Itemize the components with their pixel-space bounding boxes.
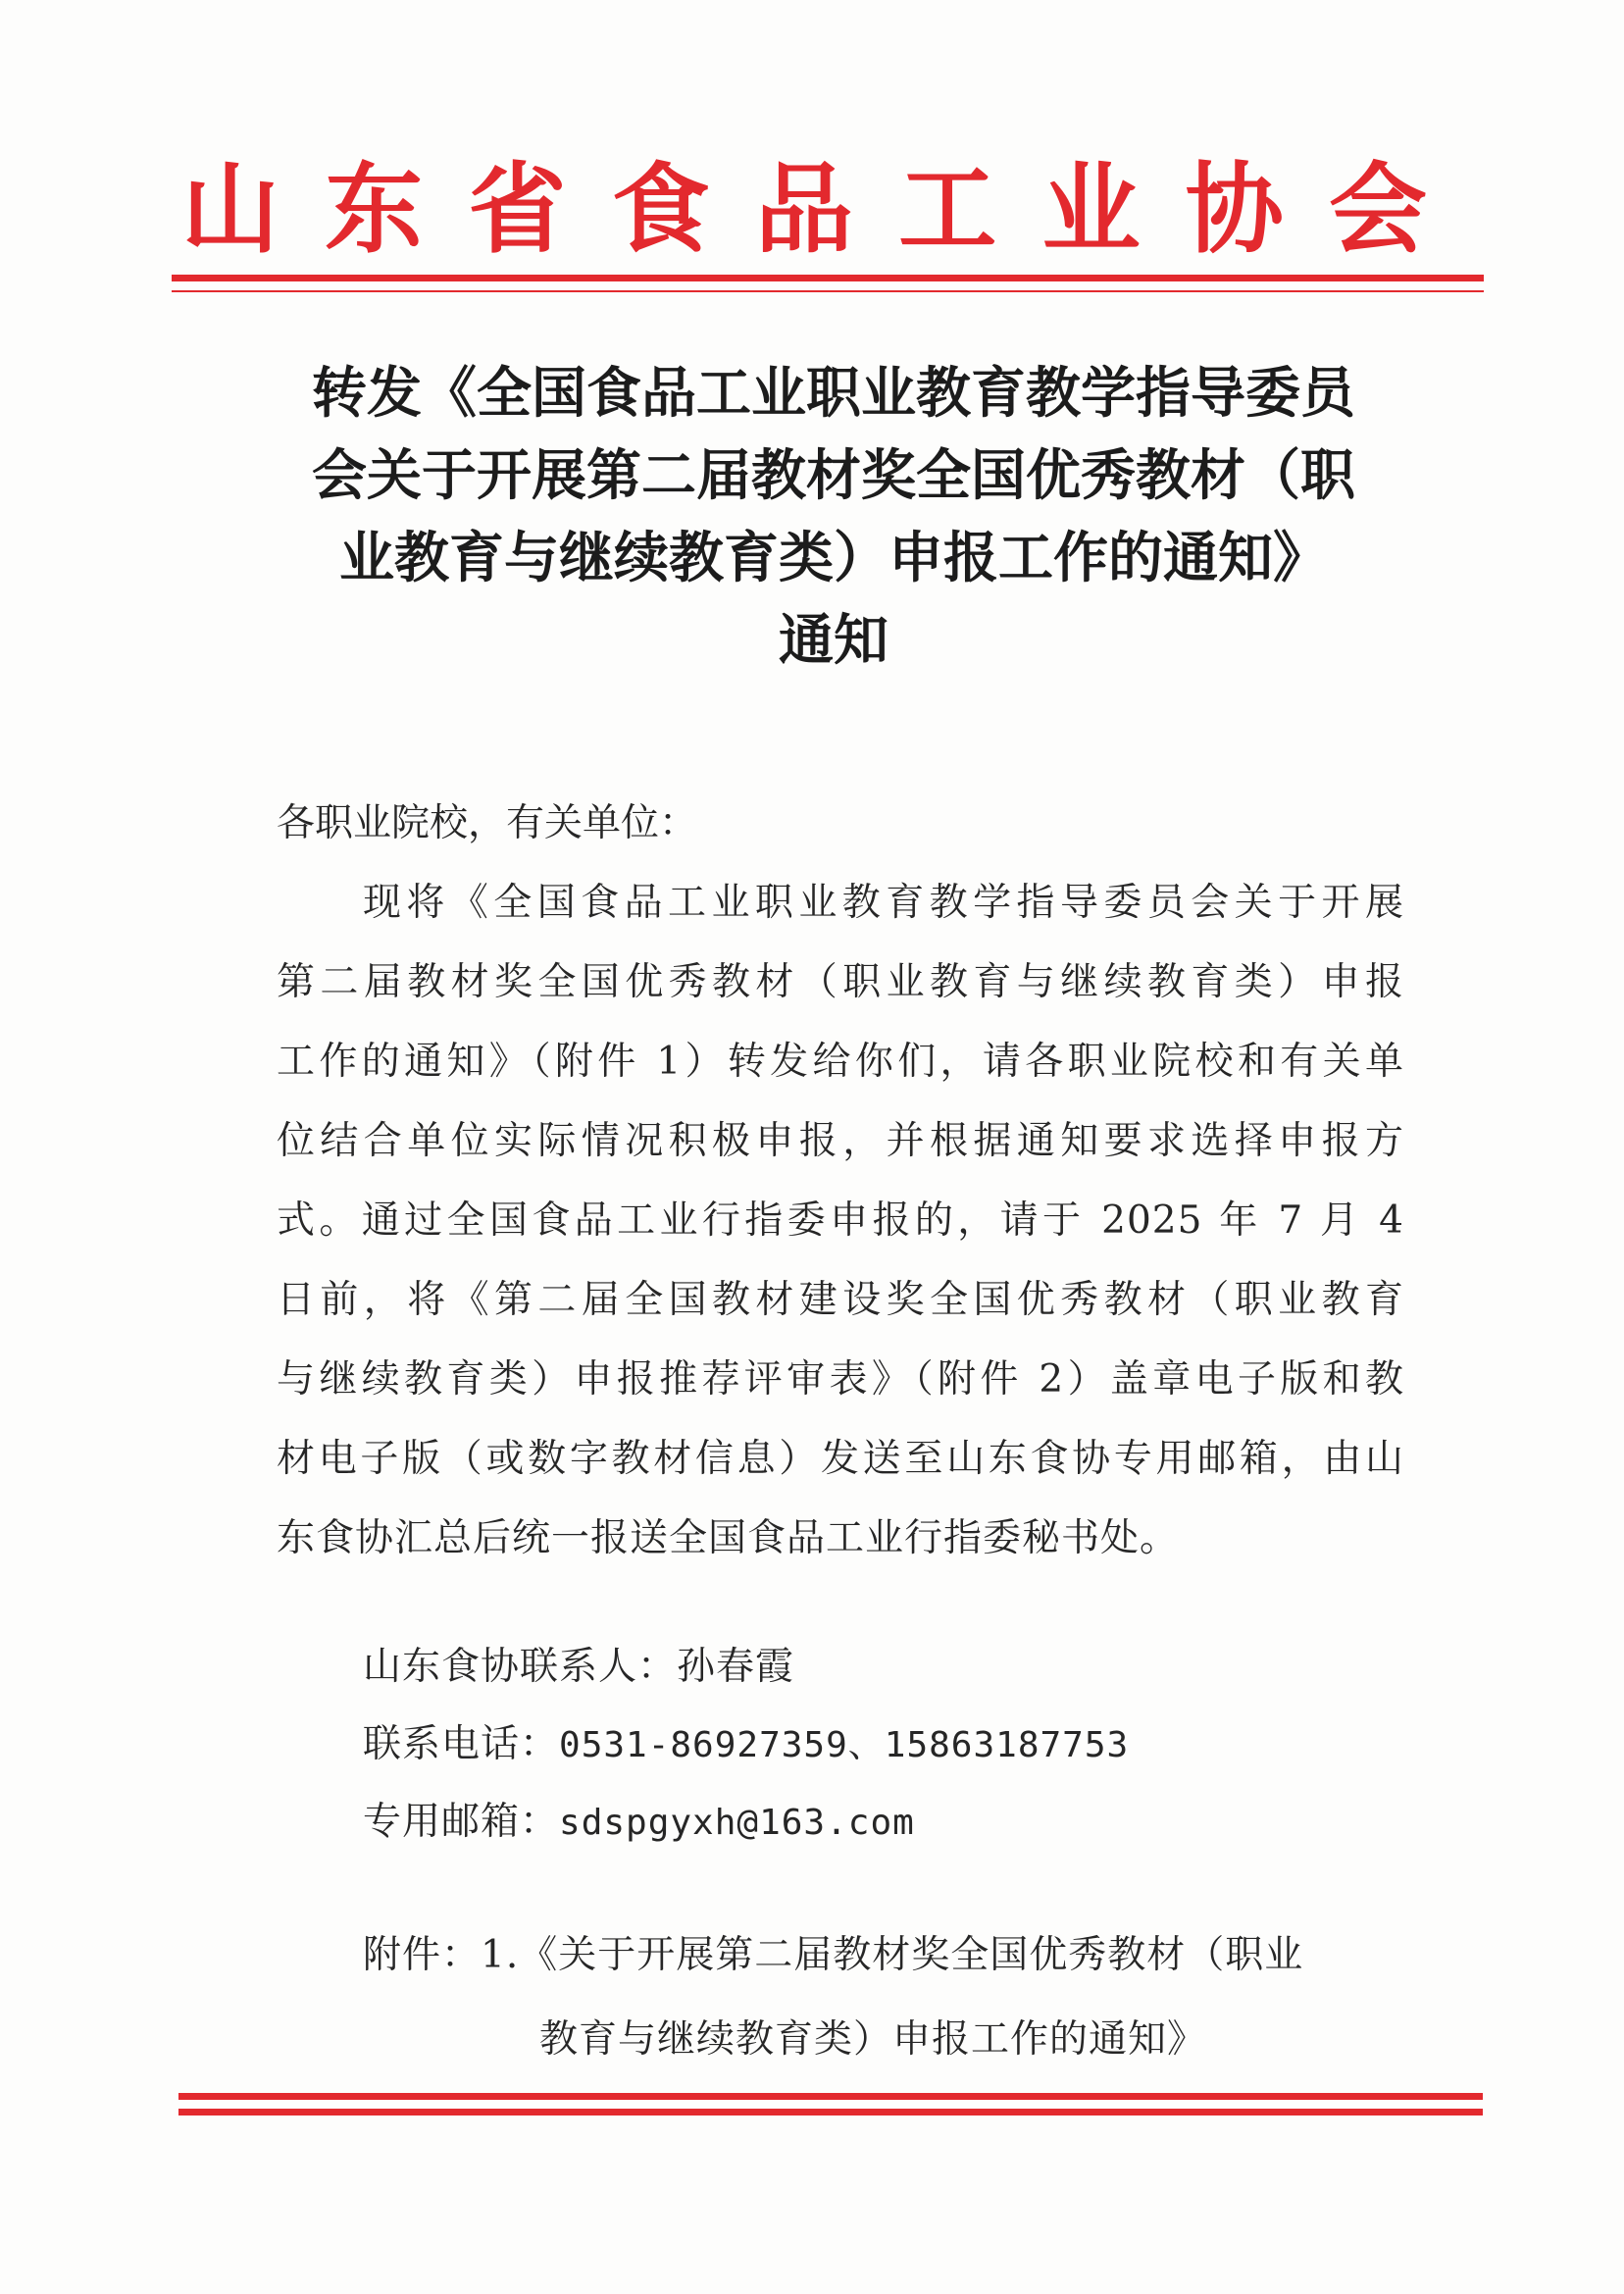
- body-line: 式。通过全国食品工业行指委申报的，请于 2025 年 7 月 4: [277, 1198, 1404, 1243]
- footer-rule-thick-2: [178, 2109, 1483, 2116]
- contact-phone: [363, 1713, 1129, 1768]
- letterhead: [172, 145, 1437, 273]
- body-line: 工作的通知》（附件 1）转发给你们，请各职业院校和有关单: [277, 1040, 1404, 1084]
- body-line: 位结合单位实际情况积极申报，并根据通知要求选择申报方: [277, 1119, 1404, 1163]
- body-line: 现将《全国食品工业职业教育教学指导委员会关于开展: [363, 881, 1404, 925]
- document-title: [265, 353, 1402, 683]
- title-line: 业教育与继续教育类）申报工作的通知》: [339, 527, 1328, 590]
- contact-phone-label: 联系电话：: [363, 1722, 560, 1766]
- salutation: 各职业院校，有关单位：: [277, 801, 698, 845]
- letterhead-char: 工: [898, 151, 997, 267]
- header-rule-thick: [172, 275, 1484, 281]
- contact-person-label: 山东食协联系人：: [363, 1645, 678, 1689]
- body-line: 日前，将《第二届全国教材建设奖全国优秀教材（职业教育: [277, 1278, 1404, 1322]
- letterhead-char: 业: [1041, 151, 1141, 267]
- title-line: 会关于开展第二届教材奖全国优秀教材（职: [312, 444, 1355, 508]
- letterhead-char: 会: [1329, 151, 1427, 267]
- contact-person-name: 孙春霞: [677, 1645, 795, 1689]
- body-line: 与继续教育类）申报推荐评审表》（附件 2）盖章电子版和教: [277, 1357, 1404, 1402]
- letterhead-char: 山: [181, 151, 279, 267]
- header-rule-thin: [172, 290, 1484, 292]
- contact-email: [363, 1791, 915, 1846]
- title-line: 通知: [779, 609, 888, 673]
- attachment-label: 附件：: [363, 1933, 482, 1977]
- attachment-item-1: 1.《关于开展第二届教材奖全国优秀教材（职业: [481, 1933, 1304, 1977]
- attachment-line-2: 教育与继续教育类）申报工作的通知》: [539, 2017, 1207, 2062]
- letterhead-char: 品: [755, 151, 853, 267]
- contact-email-label: 专用邮箱：: [363, 1800, 560, 1844]
- letterhead-char: 东: [325, 151, 424, 267]
- letterhead-char: 食: [611, 151, 710, 267]
- letterhead-char: 协: [1185, 151, 1284, 267]
- contact-email-address: sdspgyxh@163.com: [559, 1803, 915, 1843]
- body-line: 第二届教材奖全国优秀教材（职业教育与继续教育类）申报: [277, 960, 1404, 1004]
- contact-person: [363, 1636, 794, 1691]
- contact-phone-number: 0531-86927359、15863187753: [559, 1725, 1130, 1765]
- attachment-line-1: [363, 1924, 1303, 1979]
- letterhead-char: 省: [468, 151, 567, 267]
- title-line: 转发《全国食品工业职业教育教学指导委员: [312, 362, 1355, 426]
- body-line: 材电子版（或数字教材信息）发送至山东食协专用邮箱，由山: [277, 1437, 1404, 1481]
- body-line: 东食协汇总后统一报送全国食品工业行指委秘书处。: [277, 1516, 1180, 1560]
- body-paragraph: [277, 863, 1404, 1578]
- footer-rule-thick: [178, 2093, 1483, 2100]
